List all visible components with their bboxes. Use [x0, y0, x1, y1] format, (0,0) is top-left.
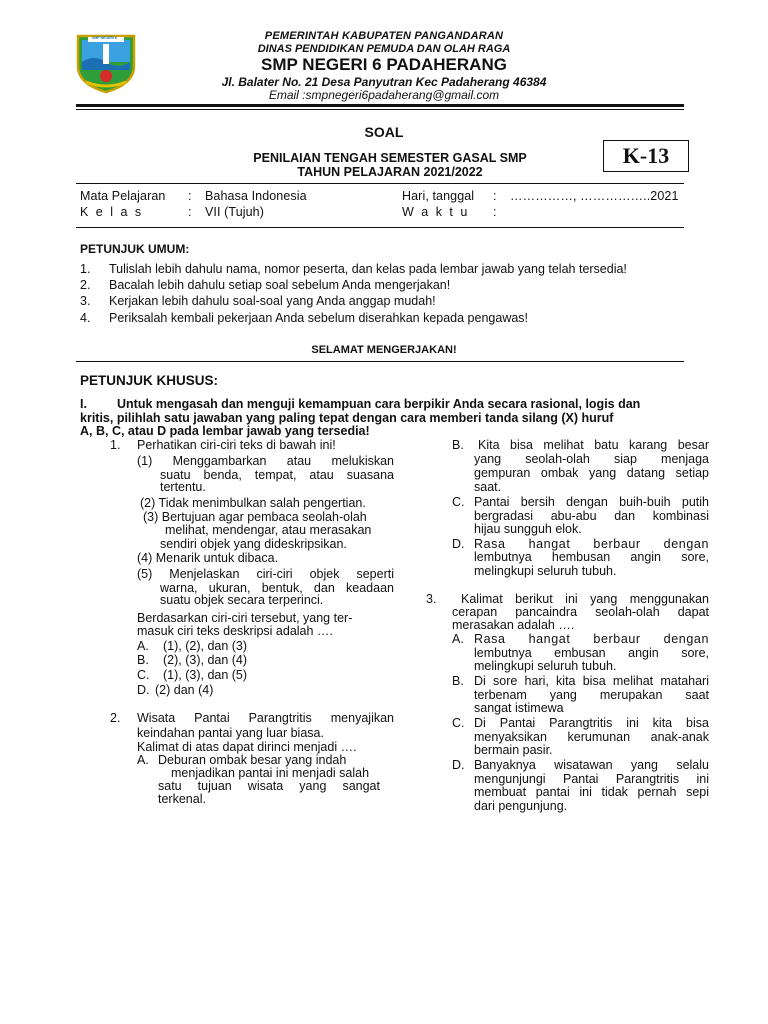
instruction-line: kritis, pilihlah satu jawaban yang paling tepat dengan cara memberi tanda silang (X) huruf — [80, 411, 614, 425]
option-letter: C. — [137, 668, 150, 682]
option-c-text — [474, 509, 709, 523]
class-separator: : — [188, 205, 192, 219]
question-stem: Kalimat di atas dapat dirinci menjadi …. — [137, 740, 357, 754]
question-stem: merasakan adalah …. — [452, 618, 575, 632]
stem-line: cerapan pancaindra seolah-olah dapat — [452, 605, 709, 619]
question-stem — [137, 711, 394, 725]
criterion-5 — [137, 567, 394, 581]
option-c-letter: C. — [452, 495, 465, 509]
criterion-line: warna, ukuran, bentuk, dan keadaan — [160, 581, 394, 595]
school-name: SMP NEGERI 6 PADAHERANG — [261, 55, 507, 74]
general-item-text: Tulislah lebih dahulu nama, nomor peserta, dan kelas pada lembar jawab yang telah tersedia! — [109, 262, 627, 276]
question-number: 3. — [426, 592, 437, 606]
option-b-text: sangat istimewa — [474, 701, 564, 715]
option-a-text: menjadikan pantai ini menjadi salah — [171, 766, 370, 780]
general-item-number: 1. — [80, 262, 91, 276]
option-line: Kita bisa melihat batu karang besar — [478, 438, 709, 452]
subject-value: Bahasa Indonesia — [205, 189, 307, 203]
option-b-text — [474, 688, 709, 702]
question-number: 1. — [110, 438, 121, 452]
option-line: Di sore hari, kita bisa melihat matahari — [474, 674, 709, 688]
section-number: I. — [80, 397, 87, 411]
criterion-1 — [137, 454, 394, 468]
question-prompt: Berdasarkan ciri-ciri tersebut, yang ter- — [137, 611, 353, 625]
criterion-4: (4) Menarik untuk dibaca. — [137, 551, 279, 565]
option-d-text — [474, 785, 709, 799]
option-b — [137, 653, 248, 667]
option-line: Banyaknya wisatawan yang selalu — [474, 758, 709, 772]
closing-rule — [76, 361, 684, 362]
option-a-text — [474, 646, 709, 660]
header-rule-thin — [76, 109, 684, 110]
option-line: lembutnya hembusan angin sore, — [474, 550, 709, 564]
time-separator: : — [493, 205, 497, 219]
option-line: gempuran ombak yang datang setiap — [474, 466, 709, 480]
option-line: Di Pantai Parangtritis ini kita bisa — [474, 716, 709, 730]
option-line: lembutnya embusan angin sore, — [474, 646, 709, 660]
general-item-number: 4. — [80, 311, 91, 325]
option-c-text — [474, 495, 709, 509]
school-address: Jl. Balater No. 21 Desa Panyutran Kec Padaherang 46384 — [221, 75, 547, 89]
info-rule-top — [76, 183, 684, 184]
option-b-text — [474, 452, 709, 466]
criterion-line: (1) Menggambarkan atau melukiskan — [137, 454, 394, 468]
criterion-line: (5) Menjelaskan ciri-ciri objek seperti — [137, 567, 394, 581]
option-d-text — [474, 758, 709, 772]
option-line: terbenam yang merupakan saat — [474, 688, 709, 702]
option-b-letter: B. — [452, 674, 464, 688]
option-line: yang seolah-olah siap menjaga — [474, 452, 709, 466]
option-d-letter: D. — [452, 758, 465, 772]
question-prompt: masuk ciri teks deskripsi adalah …. — [137, 624, 333, 638]
option-letter: D. — [137, 683, 150, 697]
option-line: bergradasi abu-abu dan kombinasi — [474, 509, 709, 523]
header-rule-thick — [76, 104, 684, 107]
criterion-line: suatu benda, tempat, atau suasana — [160, 468, 394, 482]
option-a-letter: A. — [452, 632, 464, 646]
option-d-text: dari pengunjung. — [474, 799, 568, 813]
option-letter: A. — [137, 639, 149, 653]
general-item-number: 3. — [80, 294, 91, 308]
school-email: Email :smpnegeri6padaherang@gmail.com — [268, 88, 500, 102]
option-c-text — [474, 716, 709, 730]
option-a-letter: A. — [137, 753, 149, 767]
question-number: 2. — [110, 711, 121, 725]
question-stem — [452, 605, 709, 619]
option-a-text: Deburan ombak besar yang indah — [158, 753, 347, 767]
info-rule-bottom — [76, 227, 684, 228]
option-d-text: melingkupi seluruh tubuh. — [474, 564, 617, 578]
option-a-text — [158, 779, 380, 793]
option-line: Pantai bersih dengan buih-buih putih — [474, 495, 709, 509]
curriculum-badge: K-13 — [603, 140, 689, 172]
day-label: Hari, tanggal — [402, 189, 475, 203]
criterion-2: (2) Tidak menimbulkan salah pengertian. — [140, 496, 366, 510]
stem-line: Wisata Pantai Parangtritis menyajikan — [137, 711, 394, 725]
option-d-text — [474, 772, 709, 786]
option-text: (2), (3), dan (4) — [163, 653, 248, 667]
office-name: DINAS PENDIDIKAN PEMUDA DAN OLAH RAGA — [257, 43, 511, 55]
criterion-3: (3) Bertujuan agar pembaca seolah-olah — [143, 510, 367, 524]
soal-heading: SOAL — [364, 124, 404, 140]
option-c-text: hijau sungguh elok. — [474, 522, 582, 536]
subject-label: Mata Pelajaran — [80, 189, 166, 203]
instruction-line: Untuk mengasah dan menguji kemampuan cara berpikir Anda secara rasional, logis dan — [117, 397, 641, 411]
general-item-text: Bacalah lebih dahulu setiap soal sebelum Anda mengerjakan! — [109, 278, 451, 292]
subject-separator: : — [188, 189, 192, 203]
option-a-text — [474, 632, 709, 646]
question-stem: Perhatikan ciri-ciri teks di bawah ini! — [137, 438, 336, 452]
stem-line: Kalimat berikut ini yang menggunakan — [461, 592, 709, 606]
special-title: PETUNJUK KHUSUS: — [80, 373, 219, 388]
option-d-text — [474, 537, 709, 551]
option-b-letter: B. — [452, 438, 464, 452]
option-letter: B. — [137, 653, 149, 667]
day-value: ……………, ……………..2021 — [510, 189, 679, 203]
day-separator: : — [493, 189, 497, 203]
criterion-3-end: sendiri objek yang dideskripsikan. — [160, 537, 347, 551]
option-b-text — [474, 466, 709, 480]
option-line: Rasa hangat berbaur dengan — [474, 632, 709, 646]
criterion-1-end — [160, 480, 206, 494]
logo-text: SMP NEGERI 6 — [92, 36, 117, 40]
option-text: (1), (2), dan (3) — [163, 639, 248, 653]
exam-title-line2: TAHUN PELAJARAN 2021/2022 — [297, 165, 483, 179]
question-stem: keindahan pantai yang luar biasa. — [137, 726, 324, 740]
option-a — [137, 639, 248, 653]
option-a-text: terkenal. — [158, 792, 206, 806]
gov-name: PEMERINTAH KABUPATEN PANGANDARAN — [264, 30, 504, 42]
question-stem — [461, 592, 709, 606]
option-d-text — [474, 550, 709, 564]
option-line: membuat pantai ini tidak pernah sepi — [474, 785, 709, 799]
option-text: (2) dan (4) — [155, 683, 214, 697]
instruction-line: A, B, C, atau D pada lembar jawab yang tersedia! — [80, 424, 370, 438]
option-b-text — [474, 674, 709, 688]
class-value: VII (Tujuh) — [205, 205, 264, 219]
option-d — [137, 683, 214, 697]
option-c-text — [474, 730, 709, 744]
criterion-3-cont: melihat, mendengar, atau merasakan — [165, 523, 372, 537]
closing-text: SELAMAT MENGERJAKAN! — [311, 344, 457, 356]
option-line: mengunjungi Pantai Parangtritis ini — [474, 772, 709, 786]
general-item-text: Kerjakan lebih dahulu soal-soal yang Anda anggap mudah! — [109, 294, 436, 308]
option-text: (1), (3), dan (5) — [163, 668, 248, 682]
class-label: K e l a s — [80, 205, 144, 219]
option-b-text — [478, 438, 709, 452]
general-title: PETUNJUK UMUM: — [80, 242, 190, 256]
option-c — [137, 668, 248, 682]
option-c-text: bermain pasir. — [474, 743, 553, 757]
option-line: menyaksikan kerumunan anak-anak — [474, 730, 709, 744]
option-d-letter: D. — [452, 537, 465, 551]
time-label: W a k t u — [402, 205, 470, 219]
option-b-text: saat. — [474, 480, 502, 494]
option-a-text: melingkupi seluruh tubuh. — [474, 659, 617, 673]
option-line: satu tujuan wisata yang sangat — [158, 779, 380, 793]
option-c-letter: C. — [452, 716, 465, 730]
criterion-line: tertentu. — [160, 480, 206, 494]
general-item-number: 2. — [80, 278, 91, 292]
exam-title-line1: PENILAIAN TENGAH SEMESTER GASAL SMP — [253, 151, 527, 165]
criterion-5-end: suatu objek secara terperinci. — [160, 593, 324, 607]
general-item-text: Periksalah kembali pekerjaan Anda sebelum diserahkan kepada pengawas! — [109, 311, 529, 325]
option-line: Rasa hangat berbaur dengan — [474, 537, 709, 551]
